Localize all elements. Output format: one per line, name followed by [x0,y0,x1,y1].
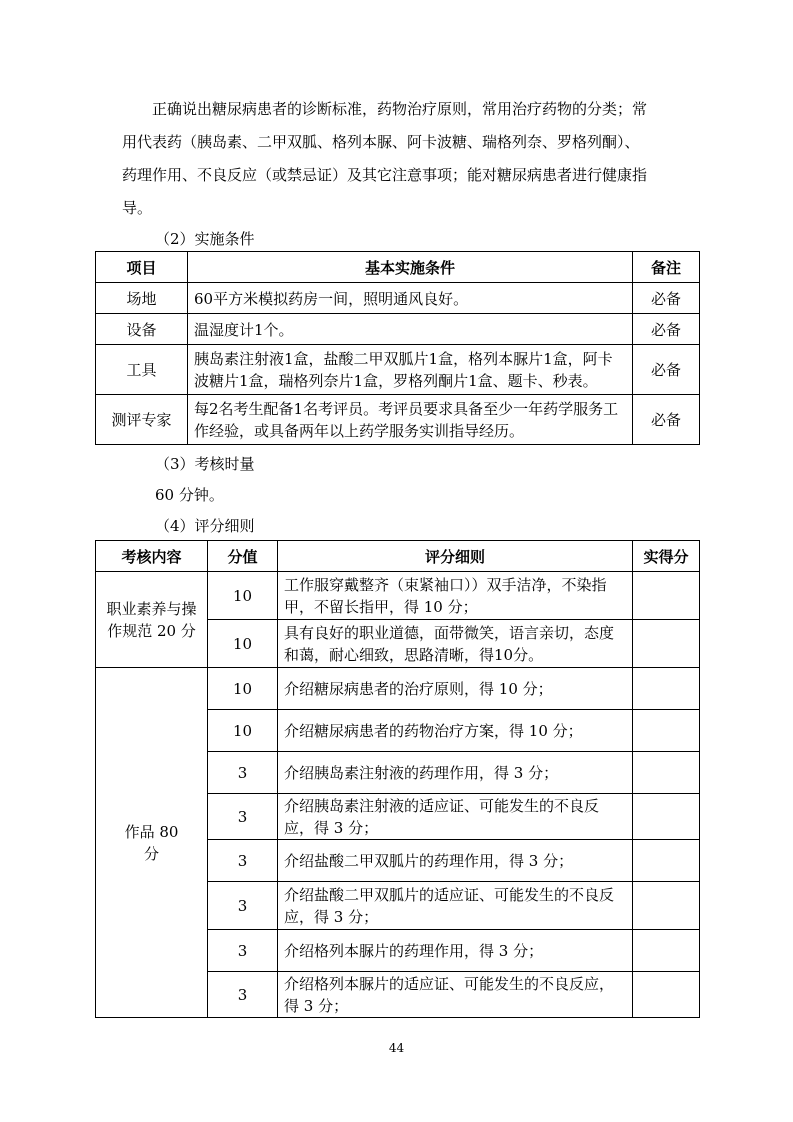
detail-cell: 介绍糖尿病患者的药物治疗方案，得 10 分； [278,710,633,752]
condition-cell: 每2名考生配备1名考评员。考评员要求具备至少一年药学服务工作经验，或具备两年以上药学服务实训指导经历。 [188,395,633,445]
note-cell: 必备 [633,314,700,345]
earned-score-cell [633,794,700,840]
score-cell: 10 [208,668,278,710]
column-header: 基本实施条件 [188,252,633,283]
condition-cell: 胰岛素注射液1盒，盐酸二甲双胍片1盒，格列本脲片1盒，阿卡波糖片1盒，瑞格列奈片1盒，罗格列酮片1盒、题卡、秒表。 [188,345,633,395]
duration-value: 60 分钟。 [155,486,224,504]
score-cell: 10 [208,620,278,668]
table-header-row [96,541,700,572]
item-cell: 测评专家 [96,395,188,445]
intro-paragraph [122,93,694,225]
condition-cell: 温湿度计1个。 [188,314,633,345]
detail-cell: 介绍盐酸二甲双胍片的药理作用，得 3 分； [278,840,633,882]
item-cell: 场地 [96,283,188,314]
table-header-row [96,252,700,283]
content-cell: 职业素养与操作规范 20 分 [96,572,208,668]
section-heading-scoring: （4）评分细则 [155,517,255,535]
score-cell: 3 [208,882,278,930]
section-heading-conditions: （2）实施条件 [155,230,255,248]
column-header: 分值 [208,541,278,572]
detail-cell: 介绍糖尿病患者的治疗原则，得 10 分； [278,668,633,710]
intro-line: 用代表药（胰岛素、二甲双胍、格列本脲、阿卡波糖、瑞格列奈、罗格列酮）、 [122,133,640,151]
detail-cell: 介绍格列本脲片的适应证、可能发生的不良反应，得 3 分； [278,972,633,1018]
detail-cell: 介绍格列本脲片的药理作用，得 3 分； [278,930,633,972]
table-row [96,572,700,620]
table-row [96,345,700,395]
score-cell: 3 [208,972,278,1018]
earned-score-cell [633,710,700,752]
intro-line: 导。 [122,199,153,217]
earned-score-cell [633,882,700,930]
detail-cell: 介绍胰岛素注射液的适应证、可能发生的不良反应，得 3 分； [278,794,633,840]
score-cell: 10 [208,710,278,752]
earned-score-cell [633,930,700,972]
section-heading-duration: （3）考核时量 [155,455,255,473]
conditions-table [95,251,700,445]
intro-line: 正确说出糖尿病患者的诊断标准，药物治疗原则，常用治疗药物的分类；常 [152,100,648,118]
score-cell: 10 [208,572,278,620]
note-cell: 必备 [633,345,700,395]
earned-score-cell [633,972,700,1018]
column-header: 项目 [96,252,188,283]
content-cell: 作品 80 分 [96,668,208,1018]
column-header: 备注 [633,252,700,283]
earned-score-cell [633,668,700,710]
score-cell: 3 [208,840,278,882]
earned-score-cell [633,752,700,794]
column-header: 评分细则 [278,541,633,572]
score-cell: 3 [208,930,278,972]
column-header: 考核内容 [96,541,208,572]
detail-cell: 介绍胰岛素注射液的药理作用，得 3 分； [278,752,633,794]
detail-cell: 具有良好的职业道德，面带微笑，语言亲切，态度和蔼，耐心细致，思路清晰，得10分。 [278,620,633,668]
table-row [96,283,700,314]
detail-cell: 工作服穿戴整齐（束紧袖口））双手洁净，不染指甲，不留长指甲，得 10 分； [278,572,633,620]
earned-score-cell [633,572,700,620]
intro-line: 药理作用、不良反应（或禁忌证）及其它注意事项；能对糖尿病患者进行健康指 [122,166,648,184]
detail-cell: 介绍盐酸二甲双胍片的适应证、可能发生的不良反应，得 3 分； [278,882,633,930]
page-number: 44 [388,1041,405,1055]
item-cell: 设备 [96,314,188,345]
earned-score-cell [633,840,700,882]
column-header: 实得分 [633,541,700,572]
table-row [96,314,700,345]
table-row [96,668,700,710]
condition-cell: 60平方米模拟药房一间，照明通风良好。 [188,283,633,314]
score-cell: 3 [208,752,278,794]
scoring-table [95,540,700,1018]
score-cell: 3 [208,794,278,840]
note-cell: 必备 [633,395,700,445]
table-row [96,395,700,445]
earned-score-cell [633,620,700,668]
note-cell: 必备 [633,283,700,314]
item-cell: 工具 [96,345,188,395]
